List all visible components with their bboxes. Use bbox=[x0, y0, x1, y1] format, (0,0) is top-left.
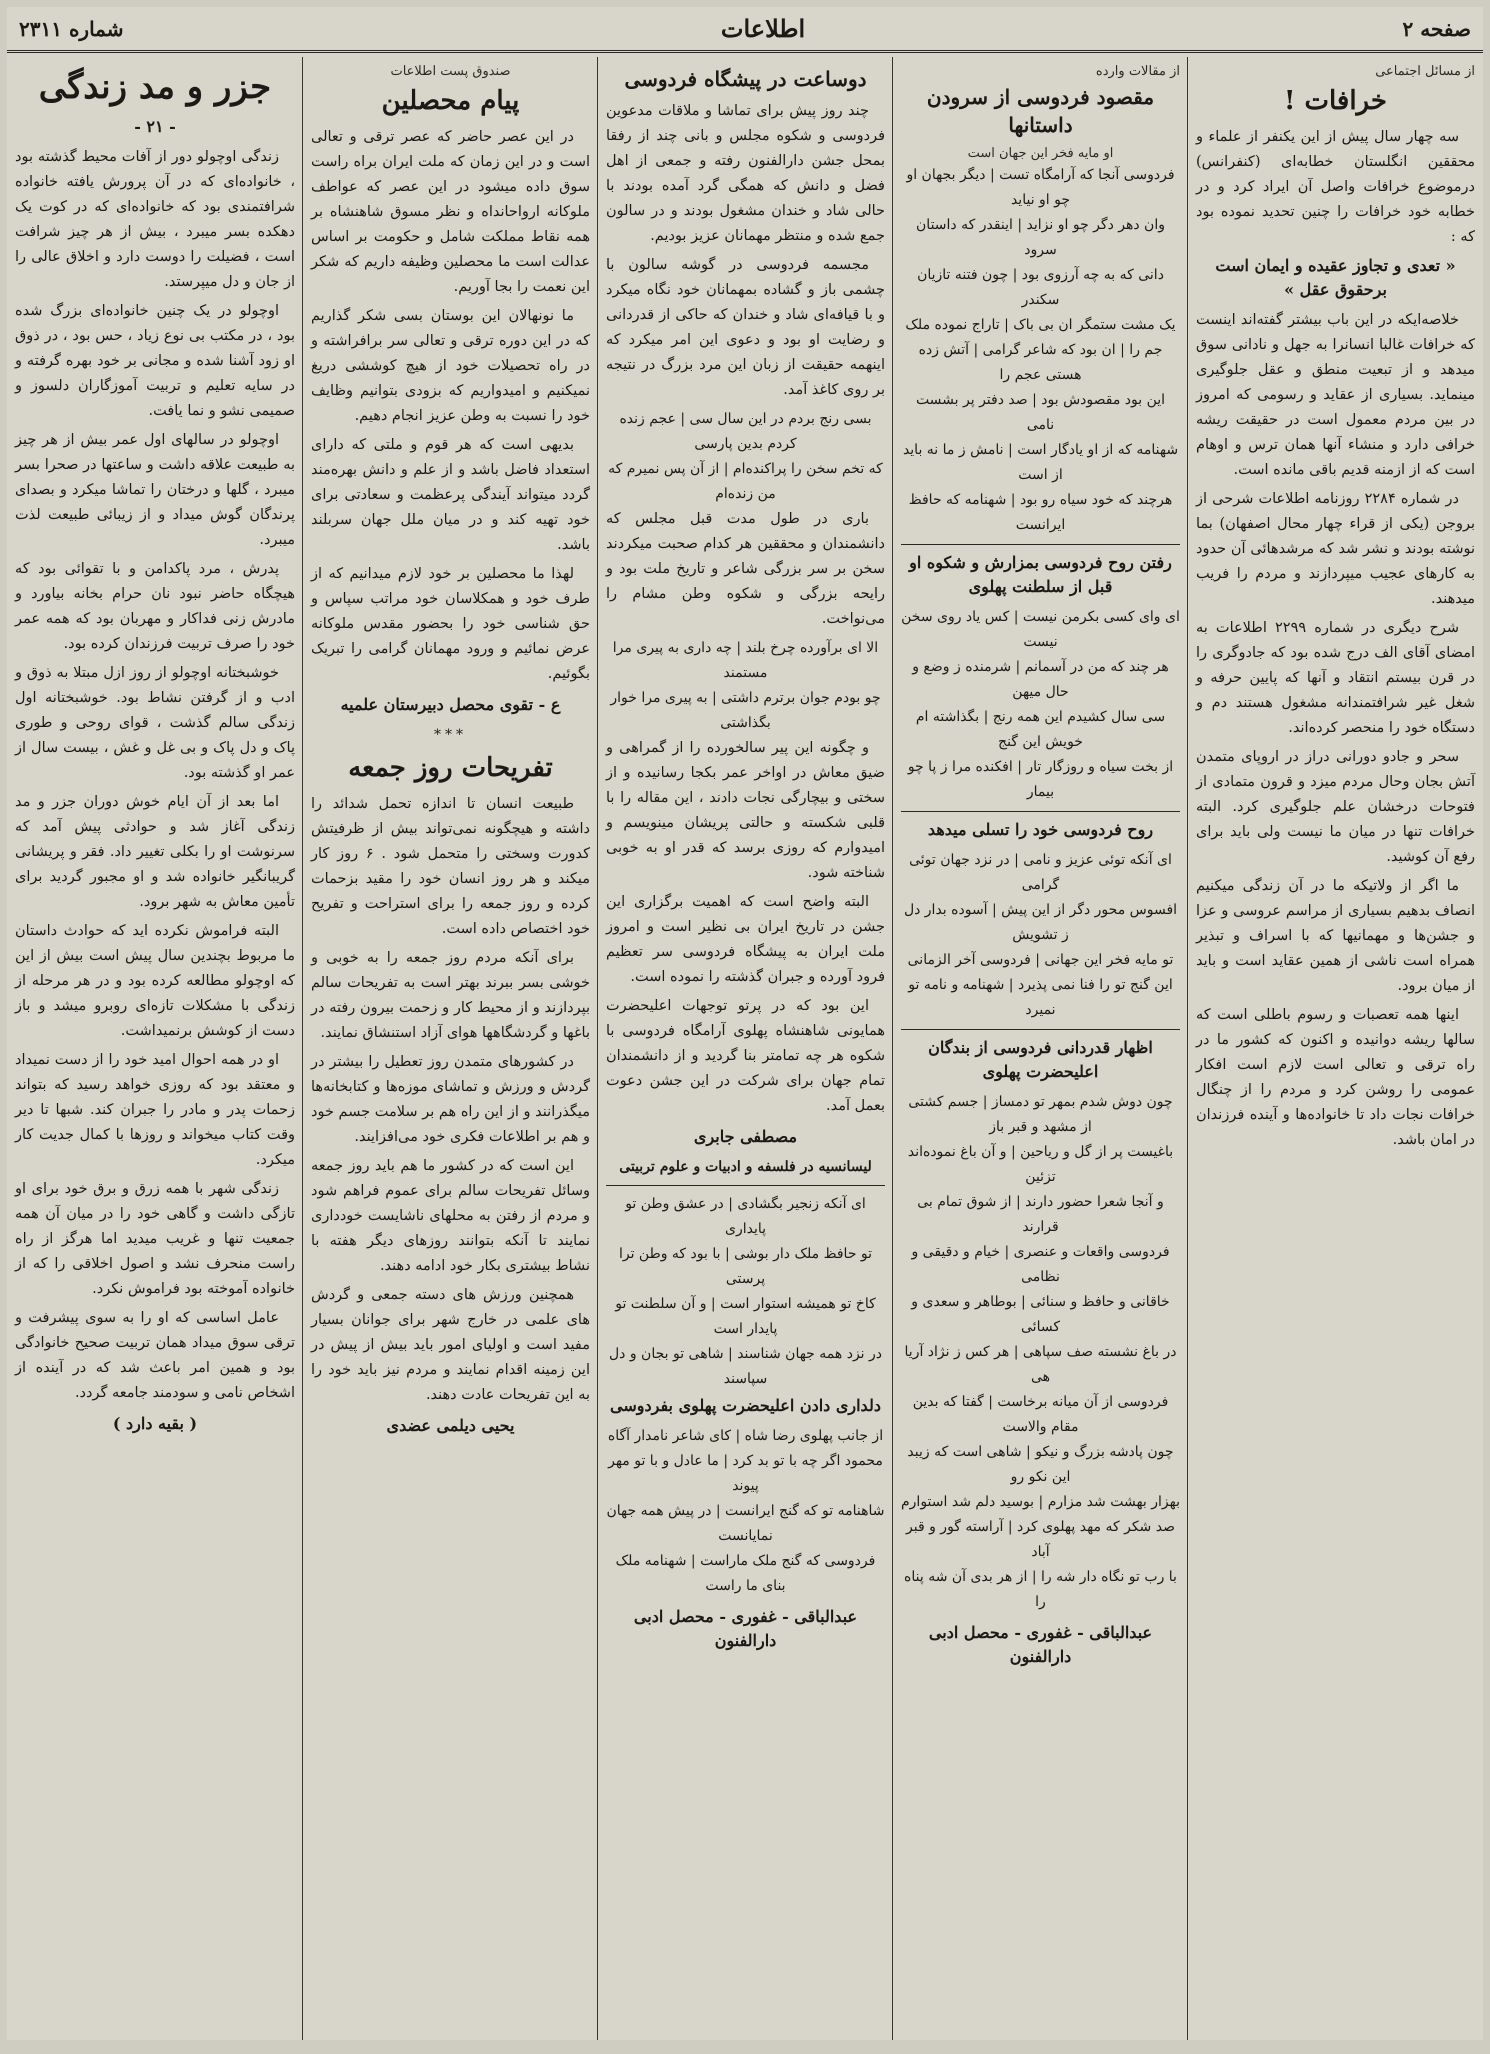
paragraph: اوچولو در سالهای اول عمر بیش از هر چیز به طبیعت علاقه داشت و ساعتها در صحرا بسر میبرد ، گلها و درختان را تماشا میکرد و بصدای پرندگان گوش میداد و از زیبائی طبیعت لذت میبرد. bbox=[15, 432, 295, 548]
poem-verse: در باغ نشسته صف سپاهی | هر کس ز نژاد آریا هی فردوسی از آن میانه برخاست | گفتا که بدین مقام والاست چون پادشه بزرگ و نیکو | شاهی است که زیبد این نکو رو بهزار بهشت شد مزارم | بوسید دلم شد استوارم صد شکر که مهد پهلوی کرد | آراسته گور و قبر آباد با رب تو نگاه دار شه را | از هر بدی آن شه پناه را bbox=[901, 1344, 1180, 1610]
page-number: صفحه ۲ bbox=[1402, 16, 1471, 41]
masthead bbox=[7, 7, 1483, 53]
paragraph: عامل اساسی که او را به سوی پیشرفت و ترقی سوق میداد همان تربیت صحیح خانوادگی بود و همین امر باعث شد که در آینده از اشخاص نامی و سودمند جامعه گردد. bbox=[15, 1310, 295, 1401]
paragraph: شرح دیگری در شماره ۲۲۹۹ اطلاعات به امضای آقای الف درج شده بود که جادوگری را در قرن بیستم انتقاد و آنها که پایین حرفه و شغل غیر شرافتمندانه مشغول هستند دم و دستگاه خود را منحصر کرده‌اند. bbox=[1196, 620, 1475, 736]
paragraph: پدرش ، مرد پاکدامن و با تقوائی بود که هیچگاه حاضر نبود نان حرام بخانه بیاورد و مادرش زنی فداکار و مهربان بود که همه عمر خود را صرف تربیت فرزندان کرده بود. bbox=[15, 561, 295, 652]
section-stars: *** bbox=[434, 727, 467, 743]
serial-title: جزر و مد زندگی bbox=[38, 67, 272, 107]
poem-section-title: دلداری دادن اعلیحضرت پهلوی بفردوسی bbox=[610, 1396, 881, 1415]
divider bbox=[606, 1185, 885, 1186]
newspaper-page bbox=[7, 7, 1483, 2040]
article-title: دوساعت در پیشگاه فردوسی bbox=[624, 67, 867, 91]
paragraph: البته واضح است که اهمیت برگزاری این جشن در تاریخ ایران بی نظیر است و امروز ملت ایران به پیشگاه فردوسی سر تعظیم فرود آورده و جبران گذشته را نموده است. bbox=[606, 894, 885, 985]
poem-verse: از جانب پهلوی رضا شاه | کای شاعر نامدار آگاه محمود اگر چه با تو بد کرد | ما عادل و با تو مهر پیوند شاهنامه تو که گنج ایرانست | در پیش همه جهان نمایانست فردوسی که گنج ملک ماراست | شهنامه ملک بنای ما راست bbox=[606, 1428, 885, 1594]
poem-verse: چون دوش شدم بمهر تو دمساز | جسم کشتی از مشهد و قبر باز باغیست پر از گل و ریاحین | و آن باغ نموده‌اند تزئین و آنجا شعرا حضور دارند | از شوق تمام بی قرارند فردوسی واقعات و عنصری | خیام و دقیقی و نظامی خاقانی و حافظ و سنائی | بوطاهر و سعدی و کسائی bbox=[907, 1094, 1174, 1335]
paragraph: زندگی شهر با همه زرق و برق خود برای او تازگی داشت و گاهی خود را در میان آن همه جمعیت تنها و غریب میدید اما هرگز از راه راست منحرف نشد و اصول اخلاقی را که از خانواده آموخته بود فراموش نکرد. bbox=[15, 1181, 295, 1297]
poem-section-title: اظهار قدردانی فردوسی از بندگان اعلیحضرت پهلوی bbox=[928, 1038, 1153, 1081]
article-signature: مصطفی جابری bbox=[693, 1127, 798, 1146]
paragraph: زندگی اوچولو دور از آفات محیط گذشته بود ، خانواده‌ای که در آن پرورش یافته خانواده شرافتمندی بود که خانواده‌ای که در کوت یک دهکده بسر میبرد ، بیش از هر چیز شرافت است ، فضیلت را دوست دارد و اخلاق عالی را از جان و دل میپرستد. bbox=[15, 149, 295, 290]
serial-part-number: - ۲۱ - bbox=[134, 117, 176, 136]
paragraph: این بود که در پرتو توجهات اعلیحضرت همایونی شاهنشاه پهلوی آرامگاه فردوسی با شکوه هر چه تمامتر بنا گردید و از دانشمندان تمام جهان برای شرکت در این جشن دعوت بعمل آمد. bbox=[606, 998, 885, 1114]
paragraph: او در همه احوال امید خود را از دست نمیداد و معتقد بود که روزی خواهد رسید که بتواند زحمات پدر و مادر را جبران کند. شبها تا دیر وقت کتاب میخواند و روزها با کمال جدیت کار میکرد. bbox=[15, 1052, 295, 1168]
column-superstitions bbox=[1188, 57, 1483, 2040]
poem-verse: این بود مقصودش بود | صد دفتر پر بشست نامی شهنامه که از او یادگار است | نامش ز ما نه باید از است هرچند که خود سیاه رو بود | شهنامه که حافظ ایرانست bbox=[902, 392, 1179, 533]
paragraph: چند روز پیش برای تماشا و ملاقات مدعوین فردوسی و شکوه مجلس و بانی چند از رفقا بمحل جشن دارالفنون رفته و جمعی از اهل فضل و دانش که همگی گرد آمده بودند با حالی شاد و خندان مشغول بودند و در سالون جمع شده و منتظر مهمانان عزیز بودیم. bbox=[606, 103, 885, 244]
column-two-hours-ferdowsi bbox=[598, 57, 893, 2040]
divider bbox=[901, 1029, 1180, 1030]
paragraph: در این عصر حاضر که عصر ترقی و تعالی است و در این زمان که ملت ایران براه راست سوق داده میشود در این عصر که عواطف ملوکانه ارواحانداه و نظر مسوق شاهنشاه بر همه نقاط مملکت شامل و حکومت بر اساس عدالت است ما محصلین وظیفه داریم که شکر این نعمت را بجا آوریم. bbox=[311, 129, 590, 295]
paragraph: خلاصه‌ایکه در این باب بیشتر گفته‌اند اینست که خرافات غالبا انسانرا به جهل و نادانی سوق میدهد و از تبعیت منطق و عقل جلوگیری مینماید. بسیاری از عقاید و رسومی که امروز در بین مردم معمول است در حقیقت ریشه خرافی دارد و منشاء آنها همان ترس و اوهام است که از ازمنه قدیم باقی مانده است. bbox=[1196, 312, 1475, 478]
paragraph: این است که در کشور ما هم باید روز جمعه وسائل تفریحات سالم برای عموم فراهم شود و مردم از رفتن به محلهای ناشایست خودداری نمایند تا آنکه بتوانند روزهای دیگر هفته با نشاط بیشتری بکار خود ادامه دهند. bbox=[311, 1158, 590, 1274]
paper-name: اطلاعات bbox=[720, 14, 806, 43]
poem-verse: فردوسی آنجا که آرامگاه تست | دیگر بجهان او چو او نیاید وان دهر دگر چو او نزاید | اینقدر که داستان سرود دانی که به چه آرزوی بود | چون فتنه تازیان سکندر bbox=[906, 167, 1175, 308]
article-title: مقصود فردوسی از سرودن داستانها bbox=[926, 85, 1155, 137]
article-signature: ع - تقوی محصل دبیرستان علمیه bbox=[340, 695, 561, 714]
divider bbox=[901, 811, 1180, 812]
poem-verse: الا ای برآورده چرخ بلند | چه داری به پیری مرا مستمند چو بودم جوان برترم داشتی | به پیری مرا خوار بگذاشتی bbox=[610, 640, 881, 731]
paragraph: طبیعت انسان تا اندازه تحمل شدائد را داشته و هیچگونه نمی‌تواند بیش از ظرفیتش کدورت وسختی را متحمل شود . ۶ روز کار میکند و هر روز انسان خود را مقید بزحمات کرده و روز جمعه را برای استراحت و تفریح خود اختصاص داده است. bbox=[311, 796, 590, 937]
paragraph: سه چهار سال پیش از این یکنفر از علماء و محققین انگلستان خطابه‌ای (کنفرانس) درموضوع خرافات واصل آن ایراد کرد و در خطابه خود خرافات را چنین تحدید نموده بود که : bbox=[1196, 129, 1475, 245]
column-mailbox bbox=[303, 57, 598, 2040]
paragraph: لهذا ما محصلین بر خود لازم میدانیم که از طرف خود و همکلاسان خود مراتب سپاس و حق شناسی خود را بحضور مقدس ملوکانه عرض نمائیم و ورود مهمانان گرامی را تبریک بگوئیم. bbox=[311, 566, 590, 682]
poem-verse: یک مشت ستمگر ان بی باک | تاراج نموده ملک جم را | ان بود که شاعر گرامی | آتش زده هستی عجم را bbox=[905, 317, 1176, 383]
article-signature: عبدالباقی - غفوری - محصل ادبی دارالفنون bbox=[633, 1607, 858, 1650]
article-title: خرافات ! bbox=[1284, 86, 1387, 116]
paragraph: اما بعد از آن ایام خوش دوران جزر و مد زندگی آغاز شد و حوادثی پیش آمد که سرنوشت او را بکلی تغییر داد. فقر و پریشانی گریبانگیر خانواده شد و او مجبور گردید برای تأمین معاش به شهر برود. bbox=[15, 794, 295, 910]
article-signature: عبدالباقی - غفوری - محصل ادبی دارالفنون bbox=[928, 1623, 1153, 1666]
paragraph: باری در طول مدت قبل مجلس که دانشمندان و محققین هر کدام صحبت میکردند سخن بر سر بزرگی شاعر و تاریخ ملت بود و رایحه بزرگی و شکوه وطن مشام را می‌نواخت. bbox=[606, 511, 885, 627]
paragraph: و چگونه این پیر سالخورده را از گمراهی و ضیق معاش در اواخر عمر بکجا رسانیده و از سختی و بیچارگی نجات دادند ، این مقاله را با قلبی شکسته و حالتی پریشان مینویسم و امیدوارم که روزی برسد که قدر او به خوبی شناخته شود. bbox=[606, 740, 885, 881]
paragraph: ما نونهالان این بوستان بسی شکر گذاریم که در این دوره ترقی و تعالی سر برافراشته و در راه تحصیلات خود از هیچ کوششی دریغ نمیکنیم و امیدواریم که بزودی بتوانیم وظایف خود را نسبت به وطن عزیز انجام دهیم. bbox=[311, 308, 590, 424]
poem-verse: ای آنکه زنجیر بگشادی | در عشق وطن تو پایداری تو حافظ ملک دار بوشی | با بود که وطن ترا پرستی کاخ تو همیشه استوار است | و آن سلطنت تو پایدار است در نزد همه جهان شناسند | شاهی تو بجان و دل سپاسند bbox=[608, 1196, 883, 1387]
section-kicker: از مقالات وارده bbox=[1095, 64, 1180, 79]
article-title: پیام محصلین bbox=[381, 86, 520, 116]
article-title: تفریحات روز جمعه bbox=[348, 753, 553, 783]
paragraph: البته فراموش نکرده اید که حوادث داستان ما مربوط بچندین سال پیش است بیش از این که اوچولو مطالعه کرده بود و در هر مرحله از زندگی با مشکلات تازه‌ای روبرو میشد و باز دست از کوشش برنمیداشت. bbox=[15, 923, 295, 1039]
paragraph: برای آنکه مردم روز جمعه را به خوبی و خوشی بسر ببرند بهتر است به تفریحات سالم بپردازند و از محیط کار و زحمت بیرون رفته در باغها و گردشگاهها هوای آزاد استنشاق نمایند. bbox=[311, 950, 590, 1041]
paragraph: در شماره ۲۲۸۴ روزنامه اطلاعات شرحی از بروجن (یکی از قراء چهار محال اصفهان) بما نوشته بودند و نشر شد که مرشدهائی آن حدود به کارهای عجیب میپردازند و مردم را فریب میدهند. bbox=[1196, 491, 1475, 607]
issue-number: شماره ۲۳۱۱ bbox=[19, 16, 124, 41]
paragraph: سحر و جادو دورانی دراز در اروپای متمدن آتش بجان وحال مردم میزد و قرون متمادی از فتوحات درخشان علم جلوگیری کرد. البته خرافات تنها در میان ما نیست ولی باید برای رفع آن کوشید. bbox=[1196, 749, 1475, 865]
paragraph: خوشبختانه اوچولو از روز ازل مبتلا به ذوق و ادب و از گرفتن نشاط بود. خوشبختانه اول زندگی سالم گذشت ، قوای روحی و طوری پاک و دل پاک و بی غل و غش ، بیست سال از عمر او گذشته بود. bbox=[15, 665, 295, 781]
poem-verse: بسی رنج بردم در این سال سی | عجم زنده کردم بدین پارسی که تخم سخن را پراکنده‌ام | از آن پس نمیرم که من زنده‌ام bbox=[608, 411, 883, 502]
poem-verse: ای وای کسی بکرمن نیست | کس یاد روی سخن نیست هر چند که من در آسمانم | شرمنده ز وضع و حال میهن سی سال کشیدم این همه رنج | بگذاشته ام خویش این گنج از بخت سیاه و روزگار تار | افکنده مرا ز پا چو بیمار bbox=[901, 609, 1180, 800]
column-ferdowsi-poems bbox=[893, 57, 1188, 2040]
author-credential: لیسانسیه در فلسفه و ادبیات و علوم تربیتی bbox=[619, 1159, 872, 1175]
divider bbox=[901, 544, 1180, 545]
article-signature: یحیی دیلمی عضدی bbox=[386, 1416, 515, 1435]
section-kicker: از مسائل اجتماعی bbox=[1375, 64, 1475, 79]
poem-verse: ای آنکه توئی عزیز و نامی | در نزد جهان توئی گرامی افسوس محور دگر از این پیش | آسوده بدار دل ز تشویش تو مایه فخر این جهانی | فردوسی آخر الزمانی این گنج تو را فنا نمی پذیرد | شهنامه و نامه تو نمیرد bbox=[903, 852, 1178, 1018]
paragraph: بدیهی است که هر قوم و ملتی که دارای استعداد فاضل باشد و از علم و دانش بهره‌مند گردد میتواند آیندگی پرعظمت و سعادتی برای خود تهیه کند و در میان ملل جهان سربلند باشد. bbox=[311, 437, 590, 553]
paragraph: اوچولو در یک چنین خانواده‌ای بزرگ شده بود ، در مکتب بی نوع زیاد ، حس بود ، در ذوق او زود آشنا شده و مجانی بر خود بهره گرفته و در سایه تعلیم و تربیت آموزگاران دلسوز و صمیمی نشو و نما یافت. bbox=[15, 303, 295, 419]
poem-section-title: رفتن روح فردوسی بمزارش و شکوه او قبل از سلطنت پهلوی bbox=[909, 553, 1172, 596]
paragraph: همچنین ورزش های دسته جمعی و گردش های علمی در خارج شهر برای جوانان بسیار مفید است و اولیای امور باید بیش از پیش در این زمینه اقدام نمایند و مردم نیز باید خود را به این تفریحات عادت دهند. bbox=[311, 1287, 590, 1403]
article-subhead: « تعدی و تجاوز عقیده و ایمان است برحقوق عقل » bbox=[1215, 256, 1456, 299]
section-kicker: صندوق پست اطلاعات bbox=[390, 64, 511, 79]
poem-section-title: روح فردوسی خود را تسلی میدهد bbox=[927, 820, 1154, 839]
column-serial-story bbox=[7, 57, 303, 2040]
article-subtitle: او مایه فخر این جهان است bbox=[967, 146, 1114, 161]
paragraph: اینها همه تعصبات و رسوم باطلی است که سالها ریشه دوانیده و اکنون که کشور ما در راه ترقی و تعالی است لازم است افکار عمومی را روشن کرد و مردم را از چنگال خرافات نجات داد تا خانواده‌ها و آینده فرزندان در امان باشد. bbox=[1196, 1007, 1475, 1148]
paragraph: در کشورهای متمدن روز تعطیل را بیشتر در گردش و ورزش و تماشای موزه‌ها و کتابخانه‌ها میگذرانند و از این راه هم بر سلامت جسم خود و هم بر اطلاعات فکری خود می‌افزایند. bbox=[311, 1054, 590, 1145]
paragraph: ما اگر از ولاتیکه ما در آن زندگی میکنیم انصاف بدهیم بسیاری از مراسم عروسی و عزا و جشن‌ها و مهمانیها که با اسراف و تبذیر همراه است ناشی از همین عقاید است و باید از میان برود. bbox=[1196, 878, 1475, 994]
paragraph: مجسمه فردوسی در گوشه سالون با چشمی باز و گشاده بمهمانان خود نگاه میکرد و با قیافه‌ای شاد و خندان که حاکی از قدردانی و رضایت او بود و دعوی این امر میکرد که اینهمه حقیقت از زبان این مرد بزرگ در نتیجه بر روی کاغذ آمد. bbox=[606, 257, 885, 398]
continued-label: ( بقیه دارد ) bbox=[112, 1414, 198, 1433]
